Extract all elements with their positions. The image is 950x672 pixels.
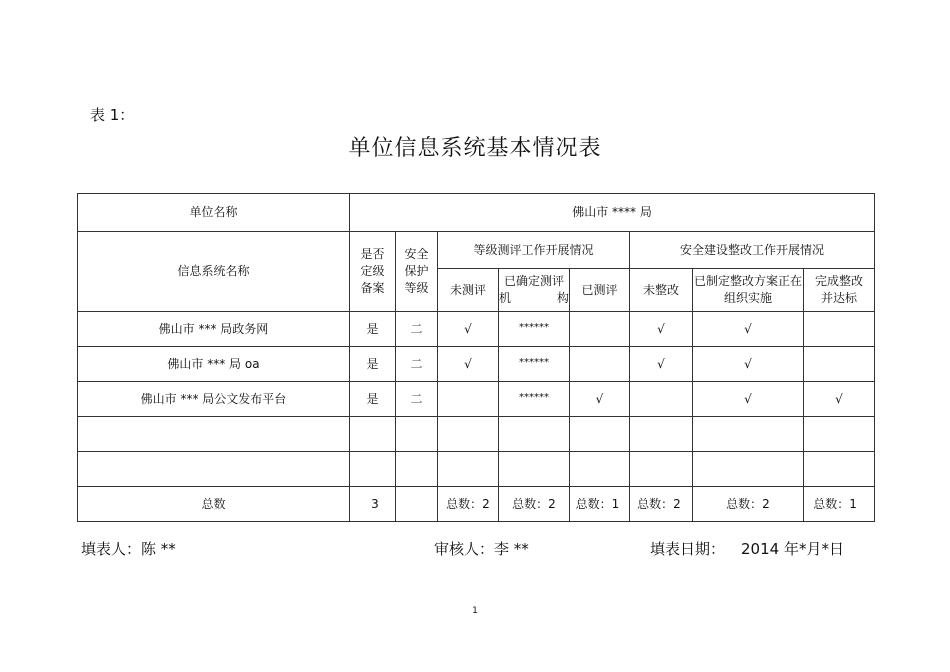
row-not-rectified: √ xyxy=(630,347,693,382)
row-not-evaluated xyxy=(438,417,499,452)
header-rect-group: 安全建设整改工作开展情况 xyxy=(630,232,875,269)
row-level: 二 xyxy=(396,347,438,382)
row-implementing xyxy=(693,452,804,487)
row-graded xyxy=(350,452,396,487)
row-not-evaluated: √ xyxy=(438,347,499,382)
row-implementing: √ xyxy=(693,312,804,347)
row-not-rectified xyxy=(630,382,693,417)
header-system-name: 信息系统名称 xyxy=(78,232,350,312)
row-system-name xyxy=(78,452,350,487)
header-protection-level: 安全保护等级 xyxy=(396,232,438,312)
header-org-determined: 已确定测评机构 xyxy=(499,269,570,312)
row-not-rectified xyxy=(630,417,693,452)
filler-field: 填表人：陈 ** xyxy=(81,540,176,558)
row-completed xyxy=(804,347,875,382)
totals-row xyxy=(78,487,875,522)
row-graded: 是 xyxy=(350,347,396,382)
table-row xyxy=(78,417,875,452)
document-title: 单位信息系统基本情况表 xyxy=(348,136,602,161)
totals-level xyxy=(396,487,438,522)
row-level xyxy=(396,452,438,487)
row-not-evaluated: √ xyxy=(438,312,499,347)
row-completed: √ xyxy=(804,382,875,417)
row-org-value: ****** xyxy=(519,357,549,368)
table-row xyxy=(78,347,875,382)
row-not-evaluated xyxy=(438,452,499,487)
header-not-rectified: 未整改 xyxy=(630,269,693,312)
row-org-determined xyxy=(499,417,570,452)
row-org-determined xyxy=(499,382,570,417)
totals-not-rectified: 总数：2 xyxy=(630,487,693,522)
row-graded: 是 xyxy=(350,312,396,347)
row-system-name: 佛山市 *** 局政务网 xyxy=(78,312,350,347)
reviewer-field: 审核人：李 ** xyxy=(434,540,529,558)
system-info-table xyxy=(77,193,875,522)
row-org-determined xyxy=(499,312,570,347)
row-evaluated xyxy=(570,452,630,487)
row-implementing: √ xyxy=(693,382,804,417)
totals-evaluated: 总数：1 xyxy=(570,487,630,522)
table-row xyxy=(78,312,875,347)
date-value: 2014 年*月*日 xyxy=(741,540,844,558)
row-implementing xyxy=(693,417,804,452)
totals-org-determined: 总数：2 xyxy=(499,487,570,522)
row-system-name xyxy=(78,417,350,452)
row-not-evaluated xyxy=(438,382,499,417)
header-plan-implementing: 已制定整改方案正在组织实施 xyxy=(693,269,804,312)
row-completed xyxy=(804,452,875,487)
header-not-evaluated: 未测评 xyxy=(438,269,499,312)
header-completed: 完成整改并达标 xyxy=(804,269,875,312)
unit-row xyxy=(78,194,875,232)
totals-not-evaluated: 总数：2 xyxy=(438,487,499,522)
totals-completed: 总数：1 xyxy=(804,487,875,522)
totals-implementing: 总数：2 xyxy=(693,487,804,522)
row-evaluated xyxy=(570,312,630,347)
header-graded: 是否定级备案 xyxy=(350,232,396,312)
row-evaluated xyxy=(570,417,630,452)
header-row-1 xyxy=(78,232,875,269)
header-eval-group: 等级测评工作开展情况 xyxy=(438,232,630,269)
row-org-determined xyxy=(499,347,570,382)
totals-label: 总数 xyxy=(78,487,350,522)
row-evaluated: √ xyxy=(570,382,630,417)
row-not-rectified: √ xyxy=(630,312,693,347)
unit-name-label: 单位名称 xyxy=(78,194,350,232)
header-evaluated: 已测评 xyxy=(570,269,630,312)
row-org-value: ****** xyxy=(519,322,549,333)
row-level xyxy=(396,417,438,452)
row-implementing: √ xyxy=(693,347,804,382)
row-graded xyxy=(350,417,396,452)
row-level: 二 xyxy=(396,382,438,417)
row-system-name: 佛山市 *** 局公文发布平台 xyxy=(78,382,350,417)
row-completed xyxy=(804,417,875,452)
row-org-determined xyxy=(499,452,570,487)
table-label: 表 1： xyxy=(90,106,135,124)
row-level: 二 xyxy=(396,312,438,347)
table-row xyxy=(78,452,875,487)
row-org-value: ****** xyxy=(519,392,549,403)
row-completed xyxy=(804,312,875,347)
row-system-name: 佛山市 *** 局 oa xyxy=(78,347,350,382)
unit-name-value: 佛山市 **** 局 xyxy=(350,194,875,232)
row-graded: 是 xyxy=(350,382,396,417)
row-evaluated xyxy=(570,347,630,382)
totals-graded: 3 xyxy=(350,487,396,522)
row-not-rectified xyxy=(630,452,693,487)
date-label: 填表日期： xyxy=(650,540,726,558)
page-number: 1 xyxy=(472,606,478,616)
table-row xyxy=(78,382,875,417)
